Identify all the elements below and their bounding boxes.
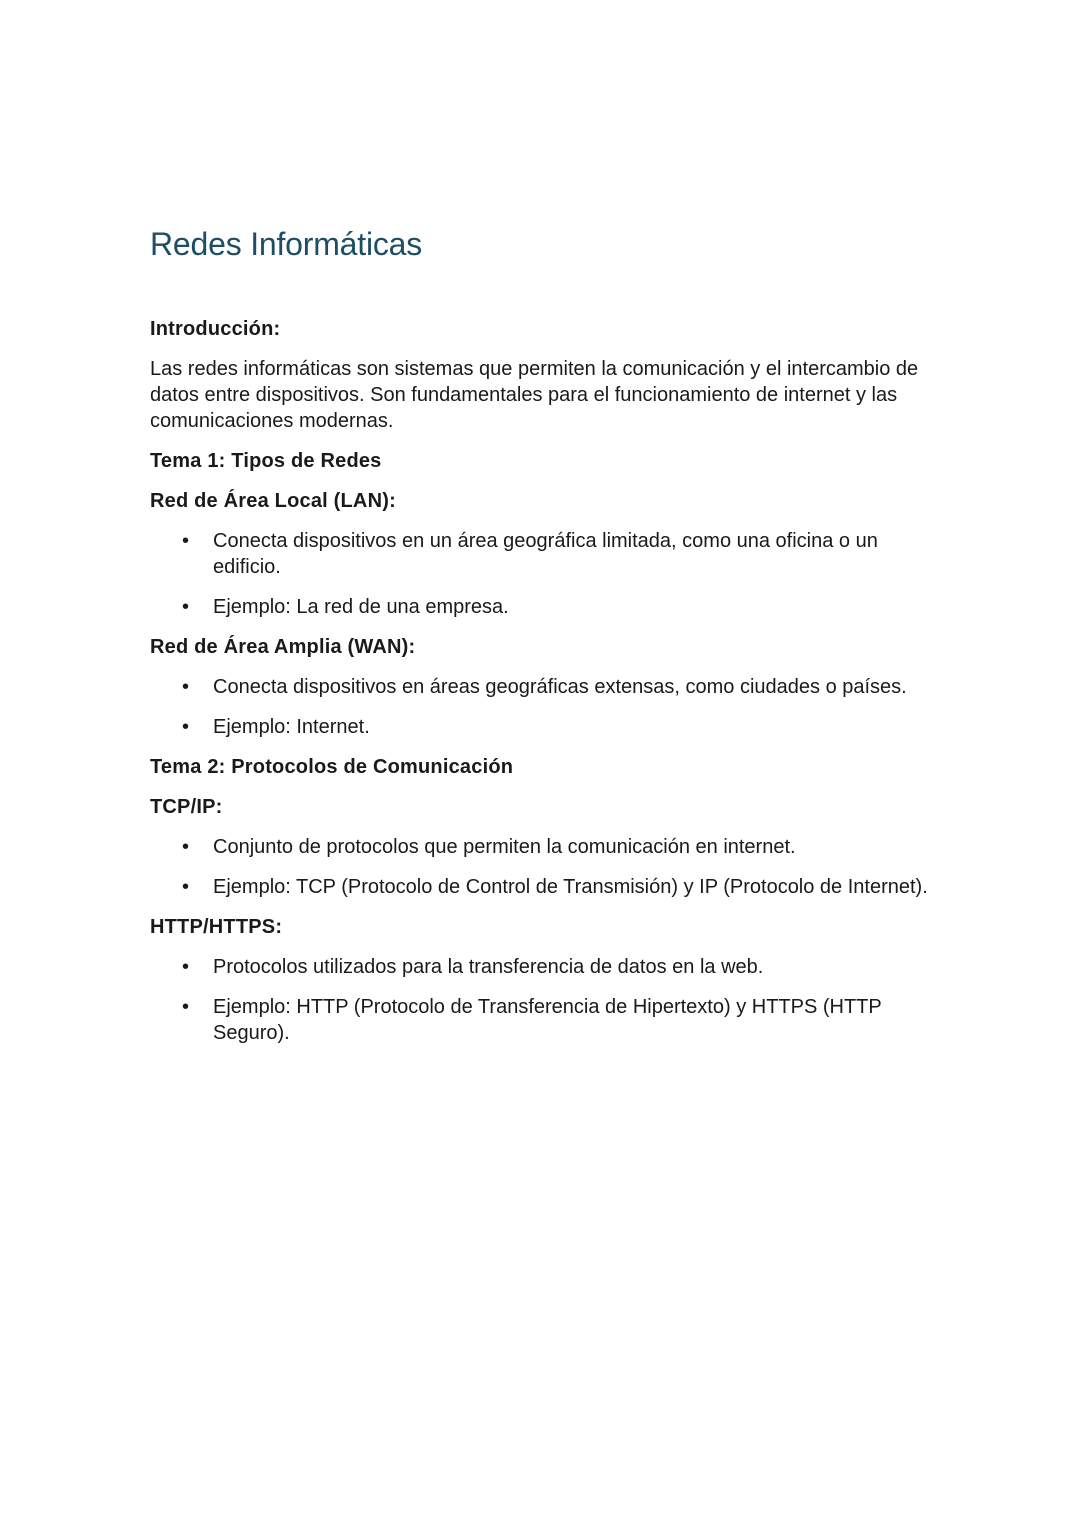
- http-heading: HTTP/HTTPS:: [150, 916, 283, 938]
- bullet-icon: •: [182, 530, 190, 552]
- list-item-text: Ejemplo: La red de una empresa.: [213, 596, 509, 618]
- document-title: Redes Informáticas: [150, 226, 423, 262]
- wan-heading: Red de Área Amplia (WAN):: [150, 636, 416, 658]
- list-item: [150, 594, 940, 620]
- tcpip-heading: TCP/IP:: [150, 796, 223, 818]
- list-item: [150, 954, 940, 980]
- tema1-section: [150, 448, 940, 740]
- list-item: [150, 528, 940, 580]
- bullet-icon: •: [182, 676, 190, 698]
- list-item-text: Conjunto de protocolos que permiten la comunicación en internet.: [213, 836, 796, 858]
- list-item: [150, 714, 940, 740]
- bullet-icon: •: [182, 716, 190, 738]
- bullet-icon: •: [182, 836, 190, 858]
- bullet-icon: •: [182, 876, 190, 898]
- bullet-icon: •: [182, 996, 190, 1018]
- list-item: [150, 994, 940, 1046]
- bullet-icon: •: [182, 956, 190, 978]
- list-item-text: Ejemplo: TCP (Protocolo de Control de Transmisión) y IP (Protocolo de Internet).: [213, 876, 928, 898]
- list-item-text: Conecta dispositivos en áreas geográficas extensas, como ciudades o países.: [213, 676, 907, 698]
- list-item-text: Ejemplo: HTTP (Protocolo de Transferencia de Hipertexto) y HTTPS (HTTP Seguro).: [213, 996, 882, 1044]
- bullet-icon: •: [182, 596, 190, 618]
- tema2-heading: Tema 2: Protocolos de Comunicación: [150, 756, 514, 778]
- lan-list: [150, 528, 940, 620]
- http-list: [150, 954, 940, 1046]
- tcpip-list: [150, 834, 940, 900]
- list-item-text: Conecta dispositivos en un área geográfica limitada, como una oficina o un edificio.: [213, 530, 878, 578]
- list-item: [150, 874, 940, 900]
- list-item-text: Ejemplo: Internet.: [213, 716, 370, 738]
- intro-heading: Introducción:: [150, 318, 281, 340]
- intro-paragraph: Las redes informáticas son sistemas que permiten la comunicación y el intercambio de datos entre dispositivos. Son fundamentales para el funcionamiento de internet y las comunicaciones modernas.: [150, 358, 919, 432]
- tema1-heading: Tema 1: Tipos de Redes: [150, 450, 382, 472]
- tema2-section: [150, 754, 940, 1046]
- wan-list: [150, 674, 940, 740]
- list-item: [150, 674, 940, 700]
- lan-heading: Red de Área Local (LAN):: [150, 490, 396, 512]
- document-page: [150, 224, 940, 1060]
- list-item-text: Protocolos utilizados para la transferencia de datos en la web.: [213, 956, 764, 978]
- list-item: [150, 834, 940, 860]
- intro-section: [150, 316, 940, 434]
